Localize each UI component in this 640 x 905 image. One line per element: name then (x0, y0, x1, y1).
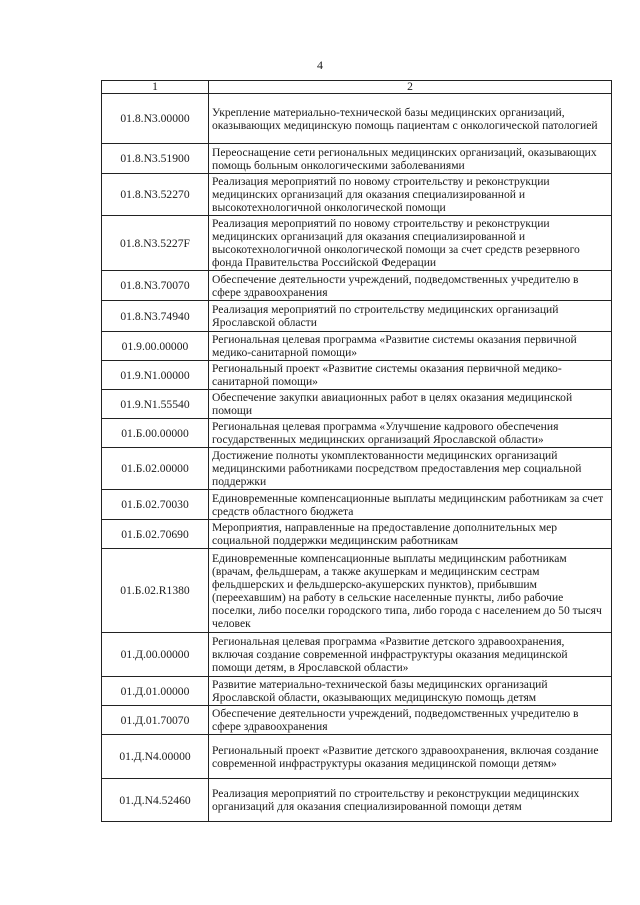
row-code-cell: 01.9.00.00000 (102, 332, 209, 361)
table-row (102, 94, 612, 144)
table-row (102, 332, 612, 361)
table-row (102, 361, 612, 390)
row-description-cell: Обеспечение деятельности учреждений, подведомственных учредителю в сфере здравоохранения (209, 271, 612, 301)
row-code-cell: 01.9.N1.55540 (102, 390, 209, 419)
row-description-cell: Единовременные компенсационные выплаты медицинским работникам (врачам, фельдшерам, а также акушеркам и медицинским сестрам фельдшерских и фельдшерско-акушерских пунктов), прибывшим (переехавшим) на работу в сельские населенные пункты, либо рабочие поселки, либо поселки городского типа, либо города с населением до 50 тысяч человек (209, 549, 612, 633)
row-description-cell: Укрепление материально-технической базы медицинских организаций, оказывающих медицинскую помощь пациентам с онкологической патологией (209, 94, 612, 144)
row-description-cell: Обеспечение закупки авиационных работ в целях оказания медицинской помощи (209, 390, 612, 419)
row-code-cell: 01.8.N3.5227F (102, 216, 209, 271)
row-code-cell: 01.Б.02.R1380 (102, 549, 209, 633)
row-description-cell: Переоснащение сети региональных медицинских организаций, оказывающих помощь больным онкологическими заболеваниями (209, 144, 612, 174)
row-code-cell: 01.Д.00.00000 (102, 633, 209, 677)
table-row (102, 490, 612, 520)
row-code-cell: 01.Б.02.00000 (102, 448, 209, 490)
table-row (102, 677, 612, 706)
row-code-cell: 01.8.N3.70070 (102, 271, 209, 301)
table-body (102, 81, 612, 822)
row-description-cell: Реализация мероприятий по строительству и реконструкции медицинских организаций для оказания специализированной помощи детям (209, 779, 612, 822)
row-description-cell: Региональный проект «Развитие детского здравоохранения, включая создание современной инфраструктуры оказания медицинской помощи детям» (209, 735, 612, 779)
budget-code-table (101, 80, 612, 822)
table-row (102, 419, 612, 448)
table-row (102, 216, 612, 271)
table-row (102, 144, 612, 174)
table-row (102, 301, 612, 332)
row-code-cell: 01.Б.00.00000 (102, 419, 209, 448)
header-column-2: 2 (209, 81, 612, 94)
row-description-cell: Реализация мероприятий по строительству медицинских организаций Ярославской области (209, 301, 612, 332)
table-row (102, 174, 612, 216)
row-code-cell: 01.Д.N4.00000 (102, 735, 209, 779)
table-row (102, 520, 612, 549)
table-row (102, 779, 612, 822)
row-code-cell: 01.8.N3.51900 (102, 144, 209, 174)
table-row (102, 735, 612, 779)
table-header-row (102, 81, 612, 94)
row-code-cell: 01.Д.N4.52460 (102, 779, 209, 822)
row-code-cell: 01.8.N3.52270 (102, 174, 209, 216)
table-row (102, 448, 612, 490)
row-description-cell: Развитие материально-технической базы медицинских организаций Ярославской области, оказывающих медицинскую помощь детям (209, 677, 612, 706)
row-description-cell: Реализация мероприятий по новому строительству и реконструкции медицинских организаций для оказания специализированной и высокотехнологичной онкологической помощи за счет средств резервного фонда Правительства Российской Федерации (209, 216, 612, 271)
table-row (102, 271, 612, 301)
row-code-cell: 01.Б.02.70030 (102, 490, 209, 520)
row-description-cell: Реализация мероприятий по новому строительству и реконструкции медицинских организаций для оказания специализированной и высокотехнологичной онкологической помощи (209, 174, 612, 216)
row-description-cell: Региональная целевая программа «Развитие системы оказания первичной медико-санитарной помощи» (209, 332, 612, 361)
row-code-cell: 01.8.N3.00000 (102, 94, 209, 144)
row-description-cell: Достижение полноты укомплектованности медицинских организаций медицинскими работниками посредством предоставления мер социальной поддержки (209, 448, 612, 490)
row-description-cell: Региональная целевая программа «Улучшение кадрового обеспечения государственных медицинских организаций Ярославской области» (209, 419, 612, 448)
row-code-cell: 01.Б.02.70690 (102, 520, 209, 549)
row-description-cell: Мероприятия, направленные на предоставление дополнительных мер социальной поддержки медицинским работникам (209, 520, 612, 549)
row-description-cell: Региональная целевая программа «Развитие детского здравоохранения, включая создание современной инфраструктуры оказания медицинской помощи детям, в Ярославской области» (209, 633, 612, 677)
row-code-cell: 01.8.N3.74940 (102, 301, 209, 332)
page-number: 4 (317, 58, 323, 72)
budget-code-table-container (101, 80, 612, 822)
header-column-1: 1 (102, 81, 209, 94)
row-description-cell: Региональный проект «Развитие системы оказания первичной медико-санитарной помощи» (209, 361, 612, 390)
row-code-cell: 01.Д.01.70070 (102, 706, 209, 735)
row-code-cell: 01.9.N1.00000 (102, 361, 209, 390)
table-row (102, 706, 612, 735)
table-row (102, 390, 612, 419)
row-description-cell: Обеспечение деятельности учреждений, подведомственных учредителю в сфере здравоохранения (209, 706, 612, 735)
row-code-cell: 01.Д.01.00000 (102, 677, 209, 706)
row-description-cell: Единовременные компенсационные выплаты медицинским работникам за счет средств областного бюджета (209, 490, 612, 520)
table-row (102, 549, 612, 633)
table-row (102, 633, 612, 677)
